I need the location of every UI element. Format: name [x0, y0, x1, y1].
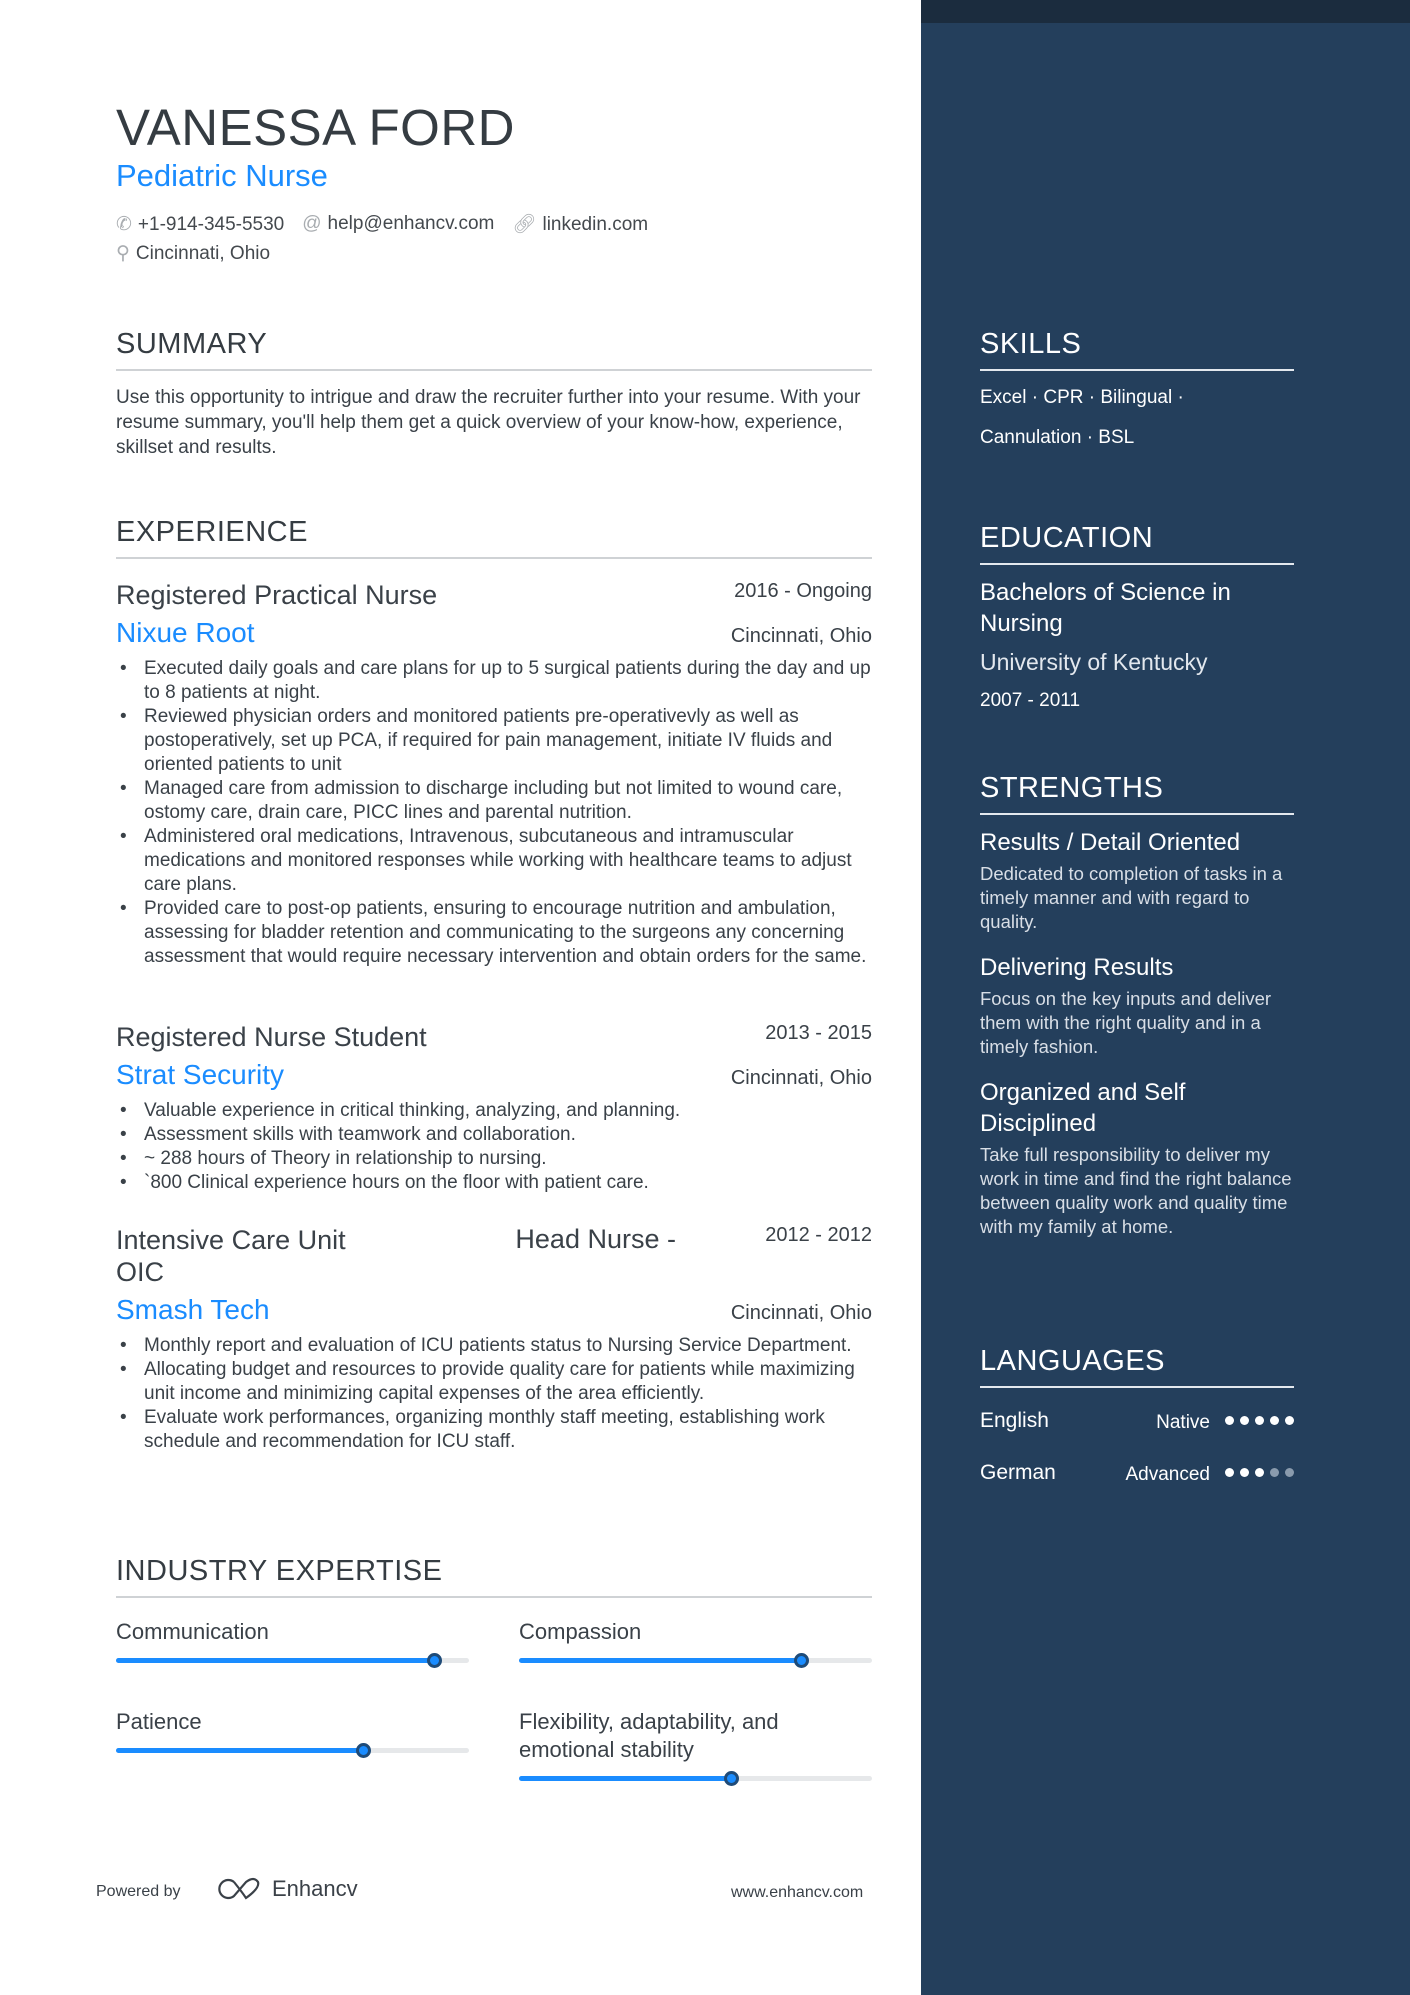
section-heading: STRENGTHS — [980, 772, 1294, 815]
proficiency-dots — [1219, 1412, 1294, 1430]
language-level: Native — [1156, 1412, 1210, 1433]
expertise-bar-knob — [724, 1771, 739, 1786]
expertise-bar-fill — [519, 1776, 731, 1781]
job-dates: 2012 - 2012 — [765, 1224, 872, 1246]
expertise-bar-knob — [794, 1653, 809, 1668]
summary-section — [116, 328, 872, 460]
section-heading: SUMMARY — [116, 328, 872, 371]
expertise-bar-knob — [356, 1743, 371, 1758]
strength-item — [980, 952, 1294, 1059]
phone-icon: ✆ — [116, 213, 132, 235]
job-entry — [116, 1022, 872, 1195]
proficiency-dot — [1240, 1416, 1249, 1425]
proficiency-dot — [1255, 1468, 1264, 1477]
at-icon: @ — [302, 213, 322, 234]
skills-line: Cannulation · BSL — [980, 427, 1135, 448]
expertise-bar — [519, 1776, 872, 1781]
job-entry — [116, 580, 872, 969]
proficiency-dot — [1225, 1416, 1234, 1425]
bullet: • Managed care from admission to discharge including but not limited to wound care, ostomy care, drain care, PICC lines and parental nutrition. — [116, 777, 872, 825]
language-level: Advanced — [1125, 1464, 1210, 1485]
candidate-name: VANESSA FORD — [116, 99, 515, 156]
bullet: • Monthly report and evaluation of ICU patients status to Nursing Service Department. — [116, 1334, 872, 1358]
bullet: • `800 Clinical experience hours on the floor with patient care. — [116, 1171, 872, 1195]
section-heading: EXPERIENCE — [116, 516, 872, 559]
language-item — [980, 1460, 1294, 1486]
job-bullets — [116, 1099, 872, 1195]
section-heading: EDUCATION — [980, 522, 1294, 565]
location: Cincinnati, Ohio — [135, 243, 271, 264]
proficiency-dots — [1219, 1464, 1294, 1482]
link-icon: 🔗︎ — [512, 214, 537, 235]
company-name: Nixue Root — [116, 617, 255, 648]
powered-by: Powered by — [96, 1883, 181, 1900]
job-bullets — [116, 1334, 872, 1454]
proficiency-dot — [1285, 1416, 1294, 1425]
email[interactable]: help@enhancv.com — [327, 213, 495, 234]
sidebar-top-bar — [921, 0, 1410, 23]
education-section — [980, 522, 1294, 712]
experience-section — [116, 516, 872, 559]
section-heading: LANGUAGES — [980, 1345, 1294, 1388]
expertise-label: Compassion — [519, 1619, 642, 1644]
degree: Bachelors of Science in Nursing — [980, 579, 1231, 637]
strength-title: Delivering Results — [980, 954, 1174, 981]
job-location: Cincinnati, Ohio — [730, 1067, 872, 1089]
bullet: • Evaluate work performances, organizing monthly staff meeting, establishing work schedule and recommendation for ICU staff. — [116, 1406, 872, 1454]
bullet: • Administered oral medications, Intravenous, subcutaneous and intramuscular medications and monitored responses while working with healthcare teams to adjust care plans. — [116, 825, 872, 897]
expertise-label: Flexibility, adaptability, and emotional stability — [519, 1709, 779, 1762]
strengths-section — [980, 772, 1294, 1239]
language-item — [980, 1408, 1294, 1434]
language-name: English — [980, 1409, 1049, 1432]
job-bullets — [116, 657, 872, 969]
expertise-item — [116, 1618, 469, 1663]
candidate-title: Pediatric Nurse — [116, 158, 328, 193]
proficiency-dot — [1225, 1468, 1234, 1477]
job-title: Registered Nurse Student — [116, 1022, 427, 1052]
expertise-bar — [519, 1658, 872, 1663]
phone: +1-914-345-5530 — [137, 213, 285, 235]
job-title-part: Head Nurse - — [515, 1224, 676, 1254]
section-heading: INDUSTRY EXPERTISE — [116, 1555, 872, 1598]
job-location: Cincinnati, Ohio — [730, 625, 872, 647]
language-name: German — [980, 1461, 1056, 1484]
bullet: • Reviewed physician orders and monitored patients pre-operativevly as well as postoperatively, set up PCA, if required for pain management, initiate IV fluids and oriented patients to unit — [116, 705, 872, 777]
enhancv-logo[interactable] — [216, 1876, 358, 1902]
expertise-bar — [116, 1658, 469, 1663]
company-name: Smash Tech — [116, 1294, 270, 1325]
strength-desc: Take full responsibility to deliver my work in time and find the right balance between quality work and quality time with my family at home. — [980, 1144, 1292, 1237]
expertise-bar — [116, 1748, 469, 1753]
location-pin-icon: ⚲ — [116, 243, 130, 264]
bullet: • ~ 288 hours of Theory in relationship to nursing. — [116, 1147, 872, 1171]
expertise-bar-knob — [427, 1653, 442, 1668]
expertise-item — [116, 1708, 469, 1753]
brand-name: Enhancv — [272, 1876, 358, 1901]
job-dates: 2013 - 2015 — [765, 1022, 872, 1044]
expertise-bar-fill — [519, 1658, 801, 1663]
job-location: Cincinnati, Ohio — [730, 1302, 872, 1324]
expertise-item — [519, 1708, 872, 1781]
skills-section — [980, 328, 1294, 449]
education-dates: 2007 - 2011 — [980, 690, 1081, 711]
expertise-bar-fill — [116, 1748, 363, 1753]
section-heading: SKILLS — [980, 328, 1294, 371]
strength-title: Organized and Self Disciplined — [980, 1079, 1186, 1137]
footer-url[interactable]: www.enhancv.com — [731, 1884, 864, 1901]
company-name: Strat Security — [116, 1059, 285, 1090]
proficiency-dot — [1240, 1468, 1249, 1477]
linkedin[interactable]: linkedin.com — [542, 214, 649, 235]
job-title: Registered Practical Nurse — [116, 580, 438, 610]
bullet: • Allocating budget and resources to provide quality care for patients while maximizing unit income and minimizing capital expenses of the area efficiently. — [116, 1358, 872, 1406]
bullet: • Valuable experience in critical thinking, analyzing, and planning. — [116, 1099, 872, 1123]
expertise-label: Patience — [116, 1709, 202, 1734]
job-title: Intensive Care Unit OIC — [116, 1225, 346, 1287]
bullet: • Provided care to post-op patients, ensuring to encourage nutrition and ambulation, assessing for bladder retention and communicating to the surgeons any concerning assessment that would require necessary intervention and obtain orders for the same. — [116, 897, 872, 969]
job-dates: 2016 - Ongoing — [734, 580, 872, 602]
location-row — [116, 242, 270, 265]
expertise-item — [519, 1618, 872, 1663]
bullet: • Assessment skills with teamwork and collaboration. — [116, 1123, 872, 1147]
proficiency-dot — [1270, 1416, 1279, 1425]
school: University of Kentucky — [980, 649, 1208, 675]
bullet: • Executed daily goals and care plans for up to 5 surgical patients during the day and up to 8 patients at night. — [116, 657, 872, 705]
job-entry — [116, 1224, 872, 1454]
strength-title: Results / Detail Oriented — [980, 829, 1241, 856]
proficiency-dot — [1255, 1416, 1264, 1425]
strength-desc: Focus on the key inputs and deliver them with the right quality and in a timely fashion. — [980, 988, 1272, 1057]
proficiency-dot — [1285, 1468, 1294, 1477]
languages-section — [980, 1345, 1294, 1388]
strength-item — [980, 1077, 1294, 1239]
expertise-bar-fill — [116, 1658, 434, 1663]
contact-row — [116, 212, 648, 236]
strength-item — [980, 827, 1294, 934]
proficiency-dot — [1270, 1468, 1279, 1477]
summary-text: Use this opportunity to intrigue and draw the recruiter further into your resume. With your resume summary, you'll help them get a quick overview of your know-how, experience, skillset and results. — [116, 387, 861, 458]
enhancv-logo-icon — [216, 1876, 262, 1902]
strength-desc: Dedicated to completion of tasks in a timely manner and with regard to quality. — [980, 863, 1283, 932]
expertise-label: Communication — [116, 1619, 269, 1644]
skills-line: Excel · CPR · Bilingual · — [980, 387, 1184, 408]
expertise-section — [116, 1555, 872, 1598]
